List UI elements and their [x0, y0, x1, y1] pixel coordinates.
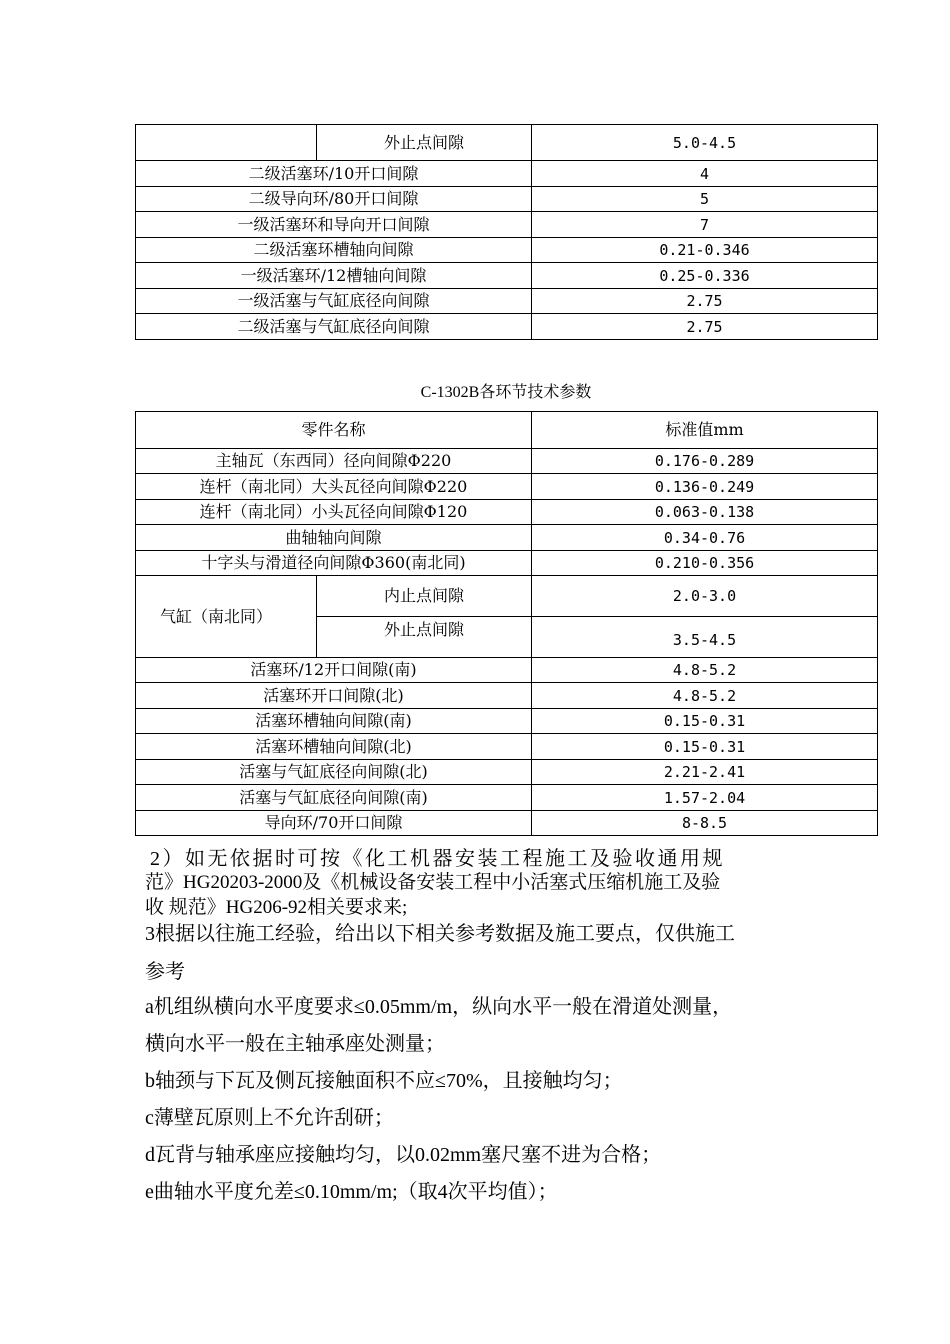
table-cell-name: 二级活塞环槽轴向间隙: [136, 238, 532, 263]
header-value: 标准值mm: [532, 412, 878, 449]
table-row: [136, 785, 878, 811]
table-cell-name: 二级活塞与气缸底径向间隙: [136, 314, 532, 340]
table-row: [136, 212, 878, 238]
table-row: [136, 289, 878, 314]
paragraph-2-line-3: 收 规范》HG206-92相关要求来;: [145, 897, 408, 918]
clearance-table-continued: [135, 124, 878, 340]
table-row: [136, 500, 878, 525]
item-c: c薄壁瓦原则上不允许刮研；: [145, 1107, 394, 1129]
paragraph-3-line-1: 3根据以往施工经验，给出以下相关参考数据及施工要点，仅供施工: [145, 923, 735, 945]
table-cell-value: 4.8-5.2: [532, 658, 878, 683]
item-b: b轴颈与下瓦及侧瓦接触面积不应≤70%，且接触均匀；: [145, 1070, 623, 1092]
paragraph-2-line-2: 范》HG20203-2000及《机械设备安装工程中小活塞式压缩机施工及验: [145, 872, 721, 893]
table-cell-value: 0.15-0.31: [532, 709, 878, 734]
table-cell-value: 8-8.5: [532, 811, 878, 836]
table-cell-sub: 内止点间隙: [317, 576, 532, 617]
table-cell-name: 一级活塞环/12槽轴向间隙: [136, 263, 532, 289]
table-cell-value: 2.21-2.41: [532, 760, 878, 785]
item-e: e曲轴水平度允差≤0.10mm/m;（取4次平均值）；: [145, 1181, 558, 1203]
table-cell-sub: 外止点间隙: [317, 125, 532, 161]
table-cell-value: 3.5-4.5: [532, 617, 878, 658]
table-cell-name: 主轴瓦（东西同）径向间隙Φ220: [136, 449, 532, 474]
table-cell-value: 1.57-2.04: [532, 785, 878, 811]
table-row: [136, 263, 878, 289]
paragraph-3-line-2: 参考: [145, 961, 185, 983]
table-cell-name: 活塞环槽轴向间隙(北): [136, 734, 532, 760]
technical-parameters-table: [135, 411, 878, 836]
table-cell-value: 0.176-0.289: [532, 449, 878, 474]
table-row: [136, 658, 878, 683]
table-row: [136, 709, 878, 734]
table-cell-name: 活塞环开口间隙(北): [136, 683, 532, 709]
table-cell-name: 二级活塞环/10开口间隙: [136, 161, 532, 187]
table-header-row: [136, 412, 878, 449]
table-cell-value: 0.136-0.249: [532, 474, 878, 500]
table-cell-name: 连杆（南北同）大头瓦径向间隙Φ220: [136, 474, 532, 500]
table-cell-value: 0.21-0.346: [532, 238, 878, 263]
table-cell-name: 活塞环/12开口间隙(南): [136, 658, 532, 683]
item-d: d瓦背与轴承座应接触均匀，以0.02mm塞尺塞不进为合格；: [145, 1144, 662, 1166]
table-row: [136, 474, 878, 500]
paragraph-2-line-1: 2）如无依据时可按《化工机器安装工程施工及验收通用规: [150, 848, 725, 870]
table-row: [136, 525, 878, 551]
table-cell-name: 活塞环槽轴向间隙(南): [136, 709, 532, 734]
table-cell-name: 一级活塞环和导向开口间隙: [136, 212, 532, 238]
table-cell-name: 曲轴轴向间隙: [136, 525, 532, 551]
table-cell-name: 活塞与气缸底径向间隙(南): [136, 785, 532, 811]
table-row: [136, 314, 878, 340]
table-cell-value: 0.34-0.76: [532, 525, 878, 551]
table-cell-name: 二级导向环/80开口间隙: [136, 187, 532, 212]
table-cell-name: 导向环/70开口间隙: [136, 811, 532, 836]
table-cell-value: 4: [532, 161, 878, 187]
table-cell-value: 2.75: [532, 289, 878, 314]
table-row: [136, 551, 878, 576]
table-row: [136, 811, 878, 836]
table-row: [136, 576, 878, 617]
table-cell-value: 0.15-0.31: [532, 734, 878, 760]
table-cell-name: 一级活塞与气缸底径向间隙: [136, 289, 532, 314]
table-cell-value: 4.8-5.2: [532, 683, 878, 709]
item-a-line-2: 横向水平一般在主轴承座处测量；: [145, 1033, 445, 1055]
table-cell-value: 5.0-4.5: [532, 125, 878, 161]
table-row: [136, 734, 878, 760]
table-cell-value: 7: [532, 212, 878, 238]
table-cell-name: 连杆（南北同）小头瓦径向间隙Φ120: [136, 500, 532, 525]
table-row: [136, 760, 878, 785]
table-cell-value: 2.75: [532, 314, 878, 340]
table-cell-name: 十字头与滑道径向间隙Φ360(南北同): [136, 551, 532, 576]
table-row: [136, 161, 878, 187]
table-caption: C-1302B各环节技术参数: [420, 384, 592, 401]
header-name: 零件名称: [136, 412, 532, 449]
table-cell-value: 0.210-0.356: [532, 551, 878, 576]
table-cell-value: 0.25-0.336: [532, 263, 878, 289]
table-cell-value: 2.0-3.0: [532, 576, 878, 617]
table-row: [136, 683, 878, 709]
table-row: [136, 238, 878, 263]
table-row: [136, 187, 878, 212]
table-cell-sub: 外止点间隙: [317, 617, 532, 658]
table-row: [136, 125, 878, 161]
table-row: [136, 449, 878, 474]
table-cell-value: 5: [532, 187, 878, 212]
table-cell-value: 0.063-0.138: [532, 500, 878, 525]
table-cell-name: 活塞与气缸底径向间隙(北): [136, 760, 532, 785]
cylinder-label: 气缸（南北同）: [136, 576, 317, 658]
table-cell-empty: [136, 125, 317, 161]
item-a-line-1: a机组纵横向水平度要求≤0.05mm/m，纵向水平一般在滑道处测量，: [145, 996, 733, 1018]
